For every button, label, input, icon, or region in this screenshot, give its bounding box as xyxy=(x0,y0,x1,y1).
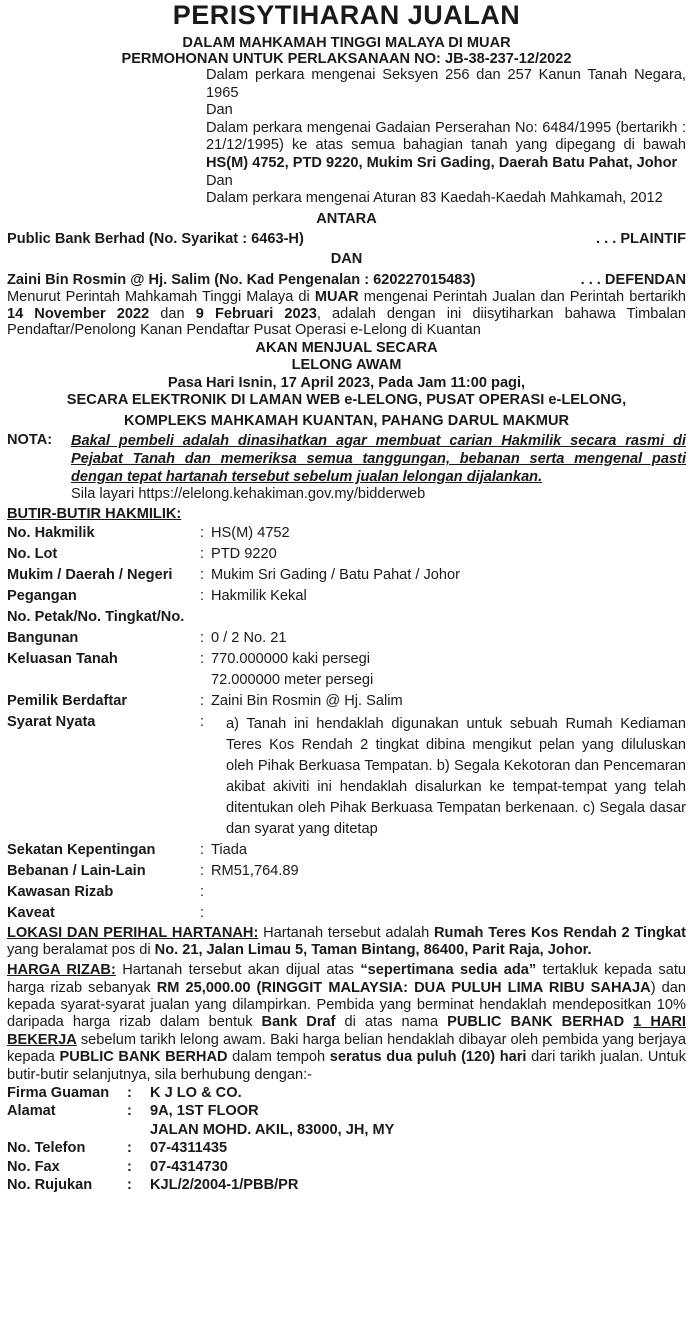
auction-line-2: LELONG AWAM xyxy=(291,357,402,374)
dan-label: DAN xyxy=(330,250,363,267)
auction-venue-2: KOMPLEKS MAHKAMAH KUANTAN, PAHANG DARUL MAKMUR xyxy=(123,412,570,429)
contact-colon: : xyxy=(127,1158,132,1175)
detail-row xyxy=(7,670,686,691)
contact-key: No. Telefon xyxy=(7,1140,86,1157)
detail-value: Zaini Bin Rosmin @ Hj. Salim xyxy=(211,693,403,710)
detail-key: Sekatan Kepentingan xyxy=(7,842,156,859)
reserve-price-amount: RM 25,000.00 (RINGGIT MALAYSIA: DUA PULUH LIMA RIBU SAHAJA xyxy=(156,979,651,996)
matter-dan-1: Dan xyxy=(206,102,233,119)
contact-row xyxy=(7,1139,394,1157)
contact-value: JALAN MOHD. AKIL, 83000, JH, MY xyxy=(150,1121,395,1138)
contact-key: Firma Guaman xyxy=(7,1084,110,1101)
detail-value: RM51,764.89 xyxy=(211,863,299,880)
contact-row xyxy=(7,1084,394,1102)
detail-key: Mukim / Daerah / Negeri xyxy=(7,567,173,584)
contact-value: 07-4311435 xyxy=(150,1140,228,1157)
application-number: PERMOHONAN UNTUK PERLAKSANAAN NO: JB-38-237-12/2022 xyxy=(121,51,572,67)
auction-venue-1: SECARA ELEKTRONIK DI LAMAN WEB e-LELONG, PUSAT OPERASI e-LELONG, xyxy=(66,392,627,409)
location-paragraph: LOKASI DAN PERIHAL HARTANAH: Hartanah tersebut adalah Rumah Teres Kos Rendah 2 Tingkat yang beralamat pos di No. 21, Jalan Limau 5, Taman Bintang, 86400, Parit Raja, Johor. xyxy=(7,925,687,959)
plaintiff-role: . . . PLAINTIF xyxy=(596,231,686,248)
detail-row xyxy=(7,649,686,670)
detail-colon: : xyxy=(200,546,205,563)
detail-key: Bebanan / Lain-Lain xyxy=(7,863,146,880)
detail-row xyxy=(7,903,686,924)
detail-row xyxy=(7,628,686,649)
detail-key: No. Petak/No. Tingkat/No. xyxy=(7,609,185,626)
order-paragraph: Menurut Perintah Mahkamah Tinggi Malaya di MUAR mengenai Perintah Jualan dan Perintah bertarikh 14 November 2022 dan 9 Februari 2023, adalah dengan ini diisytiharkan bahawa Timbalan Pendaftar/Penolong Kanan Pendaftar Pusat Operasi e-Lelong di Kuantan xyxy=(7,289,686,339)
detail-row xyxy=(7,544,686,565)
contact-row xyxy=(7,1102,394,1120)
nota-text: Bakal pembeli adalah dinasihatkan agar membuat carian Hakmilik secara rasmi di Pejabat Tanah dan memeriksa semua tanggungan, bebanan serta mengenal pasti dengan tepat hartanah tersebut sebelum jualan lelongan dijalankan. xyxy=(71,432,686,485)
detail-row xyxy=(7,861,686,882)
detail-row-syarat: Syarat Nyata : a) Tanah ini hendaklah digunakan untuk sebuah Rumah Kediaman Teres Kos Rendah 2 tingkat dibina mengikut pelan yang diluluskan oleh Pihak Berkuasa Tempatan. b) Segala Kekotoran dan Pencemaran akibat akiviti ini hendaklah disalurkan ke tempat-tempat yang telah ditentukan oleh Pihak Berkuasa Tempatan berkenaan. c) Segala dasar dan syarat yang ditetap xyxy=(7,712,686,840)
defendant-role: . . . DEFENDAN xyxy=(580,271,686,288)
detail-value: 770.000000 kaki persegi xyxy=(211,651,371,668)
detail-colon xyxy=(200,607,211,628)
defendant-name: Zaini Bin Rosmin @ Hj. Salim (No. Kad Pengenalan : 620227015483) xyxy=(7,271,476,288)
detail-row xyxy=(7,691,686,712)
nota-label: NOTA: xyxy=(7,431,53,448)
contact-colon: : xyxy=(127,1140,132,1157)
contact-row xyxy=(7,1158,394,1176)
antara-label: ANTARA xyxy=(316,210,377,227)
plaintiff-name: Public Bank Berhad (No. Syarikat : 6463-H) xyxy=(7,231,304,248)
matter-1: Dalam perkara mengenai Seksyen 256 dan 257 Kanun Tanah Negara, 1965 xyxy=(206,67,686,101)
title-details-table xyxy=(7,523,686,924)
nota-block xyxy=(7,432,686,504)
contact-value: 9A, 1ST FLOOR xyxy=(150,1103,259,1120)
contact-table xyxy=(7,1084,394,1194)
detail-colon xyxy=(200,670,211,691)
detail-colon: : xyxy=(200,693,205,710)
contact-row xyxy=(7,1176,394,1194)
property-address: No. 21, Jalan Limau 5, Taman Bintang, 86400, Parit Raja, Johor. xyxy=(154,942,592,959)
detail-colon: : xyxy=(200,651,205,668)
detail-colon: : xyxy=(200,842,205,859)
auction-block xyxy=(7,340,686,430)
detail-colon: : xyxy=(200,884,205,901)
contact-colon: : xyxy=(127,1177,132,1193)
defendant-row xyxy=(7,272,686,290)
contact-value: 07-4314730 xyxy=(150,1158,228,1175)
detail-colon: : xyxy=(200,905,205,922)
detail-key: Keluasan Tanah xyxy=(7,651,118,668)
detail-value: Mukim Sri Gading / Batu Pahat / Johor xyxy=(211,567,461,584)
detail-key: Syarat Nyata xyxy=(7,714,96,731)
detail-key: No. Lot xyxy=(7,546,58,563)
contact-row xyxy=(7,1121,394,1139)
matters-block xyxy=(206,67,686,208)
auction-date: Pasa Hari Isnin, 17 April 2023, Pada Jam 11:00 pagi, xyxy=(167,374,526,391)
plaintiff-row xyxy=(7,231,686,249)
detail-key: Bangunan xyxy=(7,630,79,647)
property-title-ref: HS(M) 4752, PTD 9220, Mukim Sri Gading, Daerah Batu Pahat, Johor xyxy=(206,154,678,171)
page-title: PERISYTIHARAN JUALAN xyxy=(172,0,521,30)
contact-key: Alamat xyxy=(7,1103,56,1120)
detail-value: 0 / 2 No. 21 xyxy=(211,630,287,647)
detail-value xyxy=(211,607,686,628)
detail-key xyxy=(7,670,200,691)
court-name: DALAM MAHKAMAH TINGGI MALAYA DI MUAR xyxy=(182,35,511,51)
matter-3: Dalam perkara mengenai Aturan 83 Kaedah-Kaedah Mahkamah, 2012 xyxy=(206,190,663,207)
contact-value: K J LO & CO. xyxy=(150,1084,242,1101)
contact-colon: : xyxy=(127,1084,132,1101)
detail-row xyxy=(7,607,686,628)
detail-key: No. Hakmilik xyxy=(7,525,95,542)
nota-link[interactable]: Sila layari https://elelong.kehakiman.gov.my/bidderweb xyxy=(71,485,426,502)
details-heading: BUTIR-BUTIR HAKMILIK: xyxy=(7,505,182,522)
contact-value: KJL/2/2004-1/PBB/PR xyxy=(150,1177,299,1193)
detail-colon: : xyxy=(200,863,205,880)
location-label: LOKASI DAN PERIHAL HARTANAH: xyxy=(7,925,259,942)
detail-value-syarat: a) Tanah ini hendaklah digunakan untuk sebuah Rumah Kediaman Teres Kos Rendah 2 tingkat dibina mengikut pelan yang diluluskan oleh Pihak Berkuasa Tempatan. b) Segala Kekotoran dan Pencemaran akibat akiviti ini hendaklah disalurkan ke tempat-tempat yang telah ditentukan oleh Pihak Berkuasa Tempatan berkenaan. c) Segala dasar dan syarat yang ditetap xyxy=(226,716,686,838)
contact-colon: : xyxy=(127,1103,132,1120)
contact-key xyxy=(7,1121,127,1139)
matter-dan-2: Dan xyxy=(206,172,233,189)
detail-value: 72.000000 meter persegi xyxy=(211,672,374,689)
detail-key: Kaveat xyxy=(7,905,55,922)
detail-key: Pegangan xyxy=(7,588,77,605)
contact-colon xyxy=(127,1121,150,1139)
detail-colon: : xyxy=(200,630,205,647)
detail-row xyxy=(7,523,686,544)
detail-value: PTD 9220 xyxy=(211,546,277,563)
contact-key: No. Rujukan xyxy=(7,1177,93,1193)
detail-value: HS(M) 4752 xyxy=(211,525,290,542)
detail-row xyxy=(7,565,686,586)
detail-row xyxy=(7,586,686,607)
detail-colon: : xyxy=(200,567,205,584)
detail-colon: : xyxy=(200,588,205,605)
detail-row xyxy=(7,882,686,903)
detail-value: Hakmilik Kekal xyxy=(211,588,307,605)
detail-value xyxy=(211,882,686,903)
detail-key: Pemilik Berdaftar xyxy=(7,693,128,710)
detail-key: Kawasan Rizab xyxy=(7,884,114,901)
detail-colon: : xyxy=(200,525,205,542)
reserve-price-paragraph: HARGA RIZAB: Hartanah tersebut akan dijual atas “sepertimana sedia ada” tertakluk kepada satu harga rizab sebanyak RM 25,000.00 (RINGGIT MALAYSIA: DUA PULUH LIMA RIBU SAHAJA) dan kepada syarat-syarat jualan yang dilampirkan. Pembida yang berminat hendaklah mendepositkan 10% daripada harga rizab dalam bentuk Bank Draf di atas nama PUBLIC BANK BERHAD 1 HARI BEKERJA sebelum tarikh lelong awam. Baki harga belian hendaklah dibayar oleh pembida yang berjaya kepada PUBLIC BANK BERHAD dalam tempoh seratus dua puluh (120) hari dari tarikh jualan. Untuk butir-butir selanjutnya, sila berhubung dengan:- xyxy=(7,962,687,1083)
detail-value: Tiada xyxy=(211,842,247,859)
detail-value xyxy=(211,903,686,924)
detail-row xyxy=(7,840,686,861)
contact-key: No. Fax xyxy=(7,1158,60,1175)
reserve-price-label: HARGA RIZAB: xyxy=(7,962,116,979)
auction-line-1: AKAN MENJUAL SECARA xyxy=(255,339,438,356)
matter-2: Dalam perkara mengenai Gadaian Perserahan No: 6484/1995 (bertarikh : 21/12/1995) ke atas semua bahagian tanah yang dipegang di bawah HS(M) 4752, PTD 9220, Mukim Sri Gading, Daerah Batu Pahat, Johor xyxy=(206,119,686,171)
